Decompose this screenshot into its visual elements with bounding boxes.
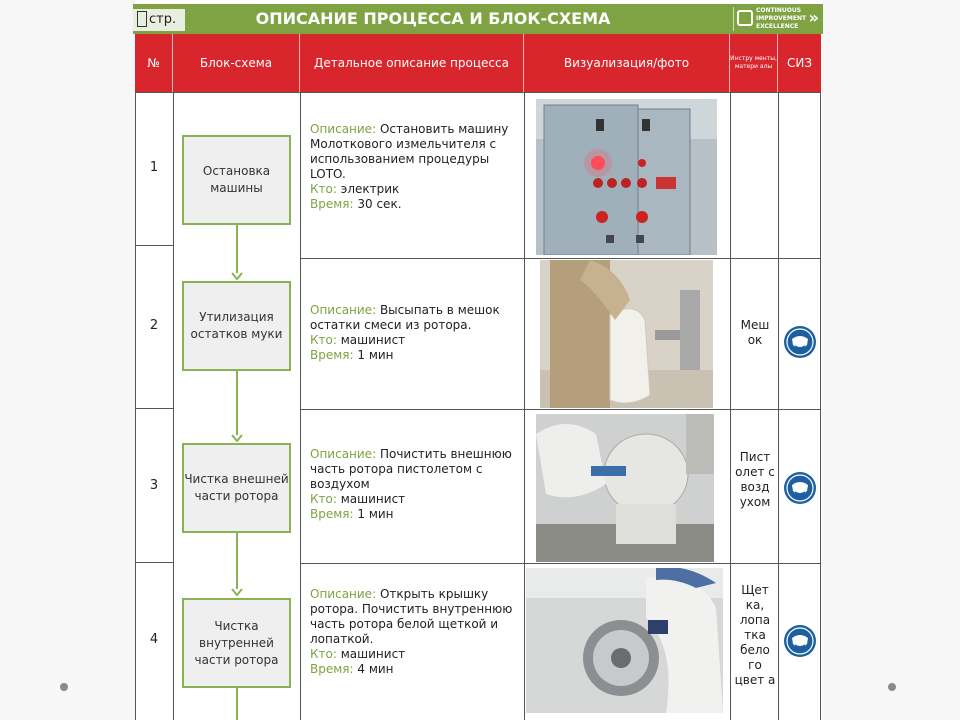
slide-right-margin xyxy=(822,0,960,720)
arrow-down-icon xyxy=(231,588,243,596)
who-label: Кто: xyxy=(310,492,337,506)
flow-step-3 xyxy=(182,443,291,533)
flow-step-2 xyxy=(182,281,291,371)
photo-rotor-exterior xyxy=(536,414,714,562)
grid-line xyxy=(730,92,731,720)
column-header-ppe: СИЗ xyxy=(786,56,813,70)
mask-icon xyxy=(783,471,817,505)
logo-text-3: EXCELLENCE xyxy=(756,23,799,30)
photo-rotor-interior xyxy=(526,568,723,713)
logo-text-2: IMPROVEMENT xyxy=(756,15,807,22)
step-description-3 xyxy=(310,447,518,522)
page-label: стр. xyxy=(149,12,177,27)
description-label: Описание: xyxy=(310,587,377,601)
logo-mark-icon xyxy=(737,10,753,26)
grid-line xyxy=(135,562,173,563)
flow-connector xyxy=(236,533,238,589)
company-logo xyxy=(733,7,817,31)
description-text: Открыть крышку ротора. Почистить внутреннюю часть ротора белой щеткой и лопаткой. xyxy=(310,587,513,646)
who-text: машинист xyxy=(340,647,406,661)
slide-left-margin xyxy=(0,0,135,720)
step-description-1 xyxy=(310,122,518,212)
time-label: Время: xyxy=(310,662,354,676)
table-header xyxy=(135,34,821,92)
grid-line xyxy=(300,563,821,564)
column-header-tools: Инстру менты, матери алы xyxy=(730,34,778,92)
flow-step-label: Чистка внутренней части ротора xyxy=(194,618,279,667)
time-label: Время: xyxy=(310,348,354,362)
grid-line xyxy=(135,408,173,409)
description-text: Высыпать в мешок остатки смеси из ротора. xyxy=(310,303,500,332)
step-tools-3: Пист олет с возд ухом xyxy=(735,450,775,509)
flow-step-label: Утилизация остатков муки xyxy=(190,310,283,341)
who-text: электрик xyxy=(340,182,400,196)
who-label: Кто: xyxy=(310,182,337,196)
step-tools-4: Щет ка, лопа тка бело го цвет а xyxy=(734,583,776,687)
step-number-3: 3 xyxy=(149,478,159,493)
arrow-down-icon xyxy=(231,434,243,442)
flow-connector xyxy=(236,371,238,435)
next-slide-dot[interactable] xyxy=(888,683,896,691)
flow-step-label: Чистка внешней части ротора xyxy=(184,472,289,503)
grid-line xyxy=(135,245,173,246)
step-description-4 xyxy=(310,587,518,677)
grid-line xyxy=(300,409,821,410)
who-label: Кто: xyxy=(310,333,337,347)
grid-line xyxy=(820,92,821,720)
step-number-2: 2 xyxy=(149,318,159,333)
who-text: машинист xyxy=(340,333,406,347)
who-label: Кто: xyxy=(310,647,337,661)
grid-line xyxy=(135,92,821,93)
time-label: Время: xyxy=(310,507,354,521)
time-label: Время: xyxy=(310,197,354,211)
photo-control-panel xyxy=(536,99,717,255)
mask-icon xyxy=(783,325,817,359)
step-tools-2: Меш ок xyxy=(740,318,770,347)
flow-connector xyxy=(236,225,238,273)
grid-line xyxy=(778,92,779,720)
who-text: машинист xyxy=(340,492,406,506)
header-bar xyxy=(133,4,823,34)
column-header-number: № xyxy=(135,34,173,92)
logo-text-1: CONTINUOUS xyxy=(756,7,802,14)
flow-connector xyxy=(236,688,238,720)
description-text: Остановить машину Молоткового измельчителя с использованием процедуры LOTO. xyxy=(310,122,509,181)
description-label: Описание: xyxy=(310,122,377,136)
column-header-photo: Визуализация/фото xyxy=(524,34,730,92)
mask-icon xyxy=(783,624,817,658)
photo-flour-bag xyxy=(540,260,713,408)
chevron-right-icon: » xyxy=(808,8,819,27)
description-label: Описание: xyxy=(310,303,377,317)
grid-line xyxy=(524,92,525,720)
time-text: 1 мин xyxy=(357,348,394,362)
column-header-description: Детальное описание процесса xyxy=(300,34,524,92)
time-text: 4 мин xyxy=(357,662,394,676)
column-header-flowchart: Блок-схема xyxy=(173,34,300,92)
flow-step-4 xyxy=(182,598,291,688)
grid-line xyxy=(135,92,136,720)
time-text: 30 сек. xyxy=(357,197,402,211)
description-label: Описание: xyxy=(310,447,377,461)
arrow-down-icon xyxy=(231,272,243,280)
description-text: Почистить внешнюю часть ротора пистолетом с воздухом xyxy=(310,447,512,491)
grid-line xyxy=(300,258,821,259)
grid-line xyxy=(173,92,174,720)
step-number-4: 4 xyxy=(149,632,159,647)
previous-slide-dot[interactable] xyxy=(60,683,68,691)
page-title: ОПИСАНИЕ ПРОЦЕССА И БЛОК-СХЕМА xyxy=(255,9,611,28)
time-text: 1 мин xyxy=(357,507,394,521)
step-description-2 xyxy=(310,303,518,363)
flow-step-1 xyxy=(182,135,291,225)
step-number-1: 1 xyxy=(149,160,159,175)
flow-step-label: Остановка машины xyxy=(202,164,271,195)
grid-line xyxy=(300,92,301,720)
